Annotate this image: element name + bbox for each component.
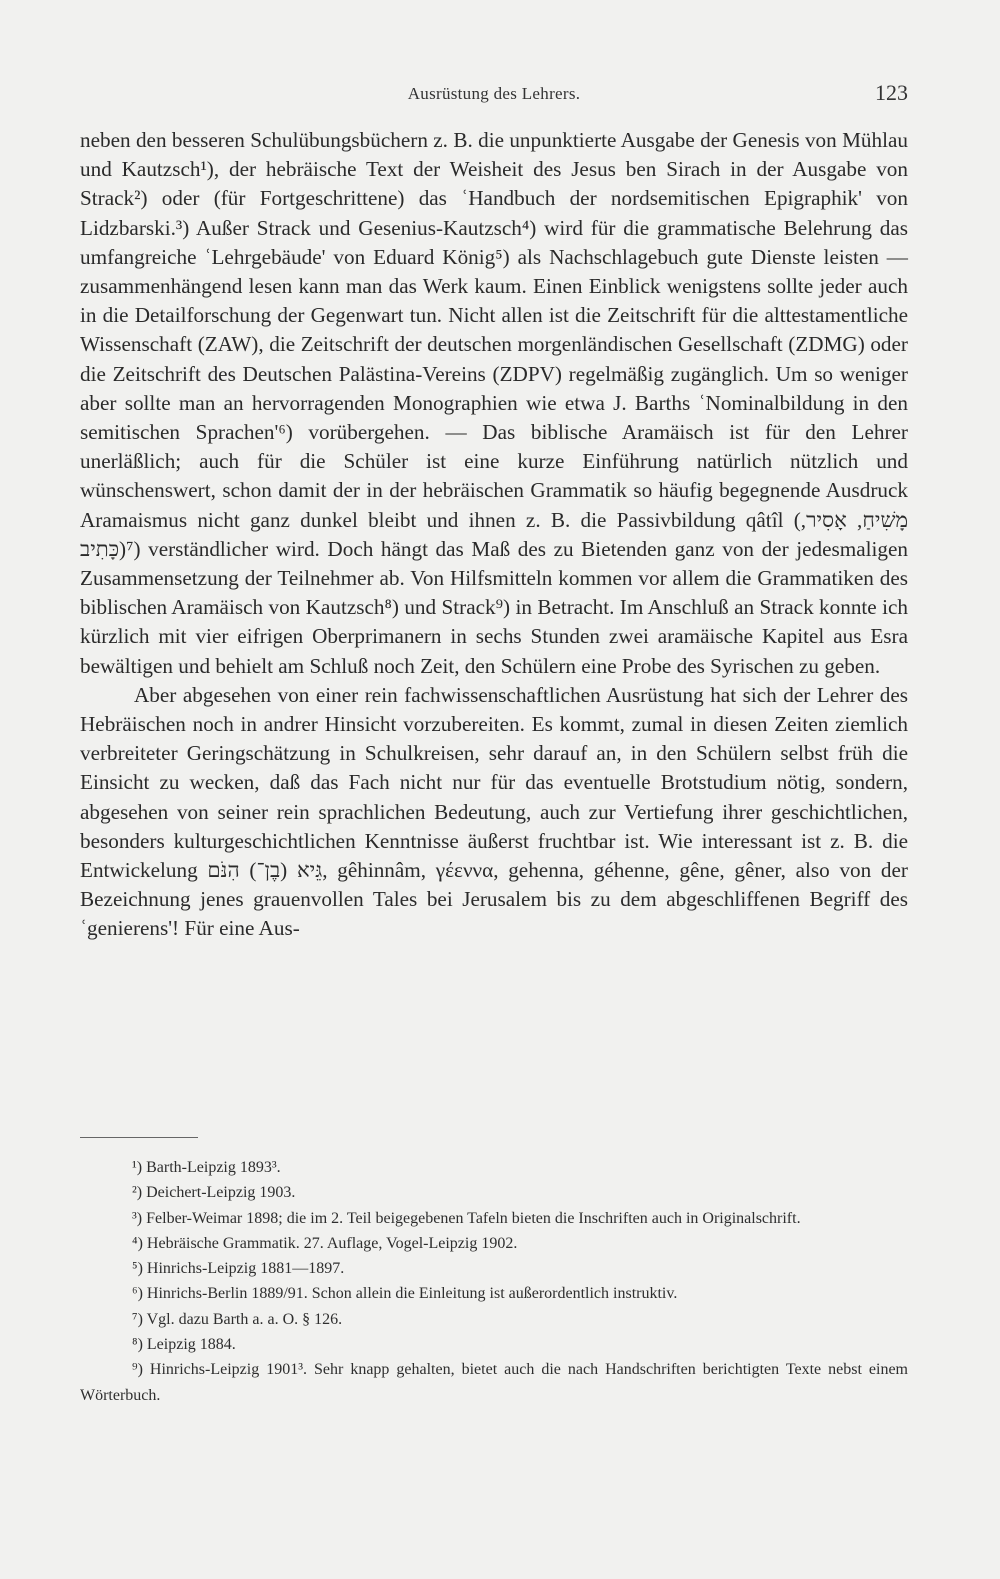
footnote: ³) Felber-Weimar 1898; die im 2. Teil beigegebenen Tafeln bieten die Inschriften auch in Originalschrift. [132,1209,801,1227]
footnote-separator [80,1137,198,1138]
footnote: ⁵) Hinrichs-Leipzig 1881—1897. [132,1260,345,1278]
footnote: ²) Deichert-Leipzig 1903. [132,1184,296,1202]
footnote: ⁹) Hinrichs-Leipzig 1901³. Sehr knapp gehalten, bietet auch die nach Handschriften berichtigten Texte nebst einem Wörterbuch. [80,1361,908,1404]
page-header [80,80,908,110]
body-text [80,126,908,944]
footnote: ¹) Barth-Leipzig 1893³. [132,1159,281,1176]
running-head: Ausrüstung des Lehrers. [407,84,581,103]
body-paragraph: Aber abgesehen von einer rein fachwissenschaftlichen Ausrüstung hat sich der Lehrer des Hebräischen noch in andrer Hinsicht vorzubereiten. Es kommt, zumal in diesen Zeiten ziemlich verbreiteter Geringschätzung in Schulkreisen, sehr darauf an, in den Schülern selbst früh die Einsicht zu wecken, daß das Fach nicht nur für das eventuelle Brotstudium nötig, sondern, abgesehen von seiner rein sprachlichen Bedeutung, auch zur Vertiefung ihrer geschichtlichen, besonders kulturgeschichtlichen Kenntnisse äußerst fruchtbar ist. Wie interessant ist z. B. die Entwickelung גֵּיא (בֶן־) הִנֹּם, gêhinnâm, γέεννα, gehenna, géhenne, gêne, gêner, also von der Bezeichnung jenes grauenvollen Tales bei Jerusalem bis zu dem abgeschliffenen Begriff des ʿgenierens'! Für eine Aus- [80,682,908,941]
footnotes [80,1155,908,1408]
footnote: ⁸) Leipzig 1884. [132,1336,236,1354]
footnote: ⁷) Vgl. dazu Barth a. a. O. § 126. [132,1310,343,1328]
body-paragraph: neben den besseren Schulübungsbüchern z. B. die unpunktierte Ausgabe der Genesis von Mühlau und Kautzsch¹), der hebräische Text der Weisheit des Jesus ben Sirach in der Ausgabe von Strack²) oder (für Fortgeschrittene) das ʿHandbuch der nordsemitischen Epigraphik' von Lidzbarski.³) Außer Strack und Gesenius-Kautzsch⁴) wird für die grammatische Belehrung das umfangreiche ʿLehrgebäude' von Eduard König⁵) als Nachschlagebuch gute Dienste leisten — zusammenhängend lesen kann man das Werk kaum. Einen Einblick wenigstens sollte jeder auch in die Detailforschung der Gegenwart tun. Nicht allen ist die Zeitschrift für die alttestamentliche Wissenschaft (ZAW), die Zeitschrift der deutschen morgenländischen Gesellschaft (ZDMG) oder die Zeitschrift des Deutschen Palästina-Vereins (ZDPV) regelmäßig zugänglich. Um so weniger aber sollte man an hervorragenden Monographien wie etwa J. Barths ʿNominalbildung in den semitischen Sprachen'⁶) vorübergehen. — Das biblische Aramäisch ist für den Lehrer unerläßlich; auch für die Schüler ist eine kurze Einführung natürlich nützlich und wünschenswert, schon damit der in der hebräischen Grammatik so häufig begegnende Ausdruck Aramaismus nicht ganz dunkel bleibt und ihnen z. B. die Passivbildung qâtîl (מָשִׁיחַ, אָסִיר, כָּתִיב)⁷) verständlicher wird. Doch hängt das Maß des zu Bietenden ganz von der jedesmaligen Zusammensetzung der Teilnehmer ab. Von Hilfsmitteln kommen vor allem die Grammatiken des biblischen Aramäisch von Kautzsch⁸) und Strack⁹) in Betracht. Im Anschluß an Strack konnte ich kürzlich mit vier eifrigen Oberprimanern in sechs Stunden zwei aramäische Kapitel aus Esra bewältigen und behielt am Schluß noch Zeit, den Schülern eine Probe des Syrischen zu geben. [80,128,909,678]
footnote: ⁴) Hebräische Grammatik. 27. Auflage, Vogel-Leipzig 1902. [132,1234,518,1252]
page-number: 123 [875,80,908,105]
footnote: ⁶) Hinrichs-Berlin 1889/91. Schon allein die Einleitung ist außerordentlich instruktiv. [132,1285,678,1303]
